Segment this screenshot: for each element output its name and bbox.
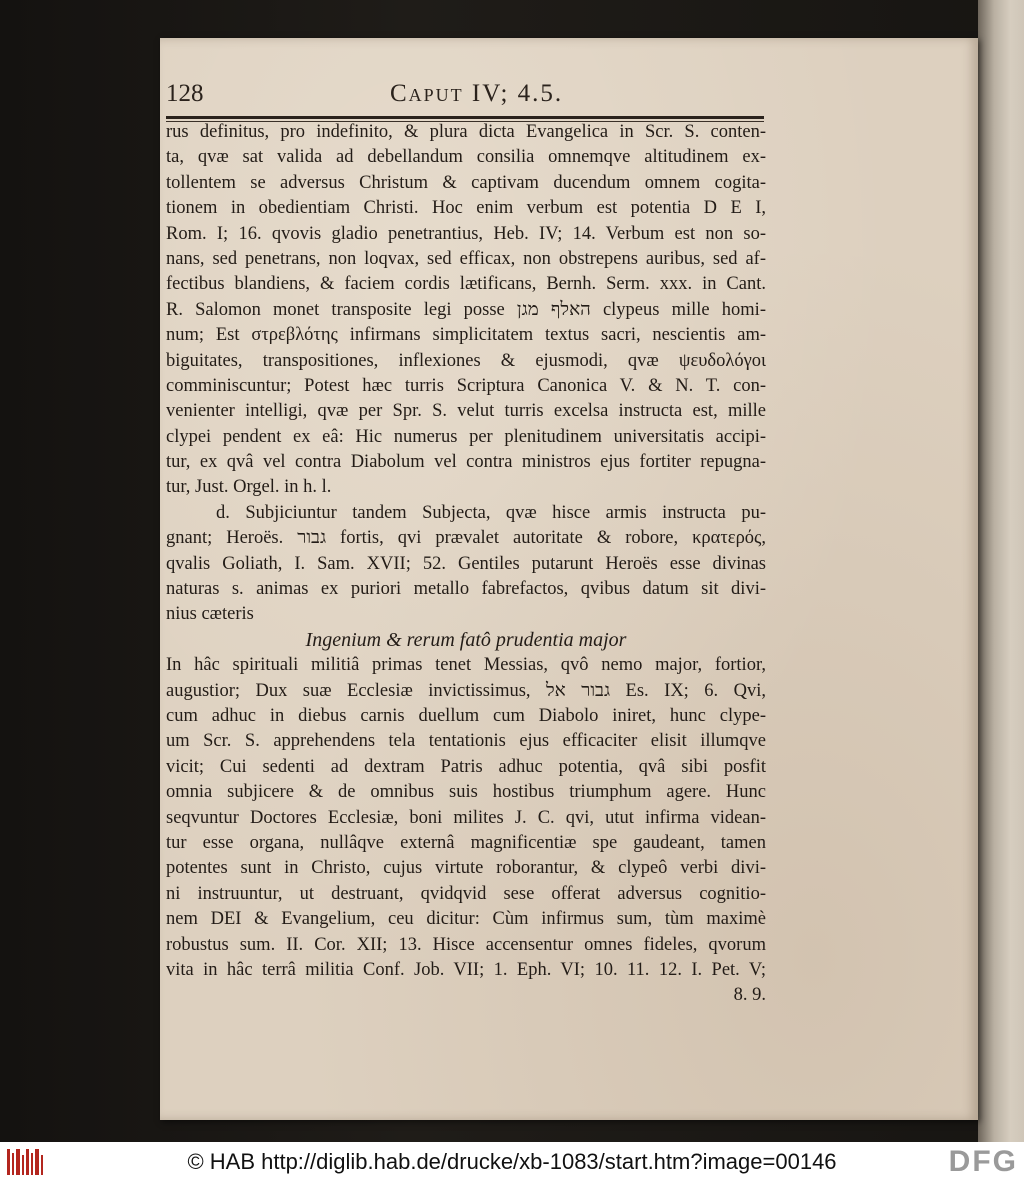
text-line: comminiscuntur; Potest hæc turris Scriptura Canonica V. & N. T. con- [166,375,766,396]
text-line: potentes sunt in Christo, cujus virtute roborantur, & clypeô verbi divi- [166,858,766,879]
text-line: num; Est στρεβλότης infirmans simplicitatem textus sacri, nescientis am- [166,325,766,346]
running-head: Caput IV; 4.5. [390,80,564,107]
text-line: augustior; Dux suæ Ecclesiæ invictissimus, גבור אל Es. IX; 6. Qvi, [166,680,766,701]
text-line: tur, ex qvâ vel contra Diabolum vel contra ministros ejus fortiter repugna- [166,452,766,473]
text-line: In hâc spirituali militiâ primas tenet Messias, qvô nemo major, fortior, [166,655,766,676]
text-line: clypei pendent ex eâ: Hic numerus per plenitudinem universitatis accipi- [166,426,766,447]
text-line: cum adhuc in diebus carnis duellum cum Diabolo iniret, hunc clype- [166,705,766,726]
page-header [166,80,766,114]
text-line: Rom. I; 16. qvovis gladio penetrantius, Heb. IV; 14. Verbum est non so- [166,223,766,244]
text-line: nans, sed penetrans, non loqvax, sed efficax, non obstrepens auribus, sed af- [166,248,766,269]
text-line: nem DEI & Evangelium, ceu dicitur: Cùm infirmus sum, tùm maximè [166,909,766,930]
text-line: gnant; Heroës. גבור fortis, qvi prævalet autoritate & robore, κρατερός, [166,528,766,549]
text-line: qvalis Goliath, I. Sam. XVII; 52. Gentiles putarunt Heroës esse divinas [166,553,766,574]
text-line: tur, Just. Orgel. in h. l. [166,477,332,498]
text-line: ta, qvæ sat valida ad debellandum consilia omnemqve altitudinem ex- [166,147,766,168]
text-line: nius cæteris [166,604,254,625]
text-line: tionem in obedientiam Christi. Hoc enim verbum est potentia D E I, [166,198,766,219]
dfg-logo: DFG [948,1145,1018,1178]
text-line: d. Subjiciuntur tandem Subjecta, qvæ hisce armis instructa pu- [216,502,766,523]
verse-heading: Ingenium & rerum fatô prudentia major [305,628,627,651]
text-line: um Scr. S. apprehendens tela tentationis ejus efficaciter elisit illumqve [166,731,766,752]
text-line: tollentem se adversus Christum & captivam ducendum omnem cogita- [166,172,766,193]
text-line: vicit; Cui sedenti ad dextram Patris adhuc potentia, qvâ sibi posfit [166,756,766,777]
page-number: 128 [166,80,204,107]
text-line: venienter intelligi, qvæ per Spr. S. velut turris excelsa instructa est, mille [166,401,766,422]
catchword: 8. 9. [733,985,766,1006]
text-line: biguitates, transpositiones, inflexiones & ejusmodi, qvæ ψευδολόγοι [166,350,766,371]
footer-bar [0,1142,1024,1182]
text-line: naturas s. animas ex puriori metallo fabrefactos, qvibus datum sit divi- [166,579,766,600]
body-text [166,120,766,1009]
text-line: robustus sum. II. Cor. XII; 13. Hisce accensentur omnes fideles, qvorum [166,934,766,955]
text-line: omnia subjicere & de omnibus suis hostibus triumphum agere. Hunc [166,782,766,803]
text-line: fectibus blandiens, & faciem cordis lætificans, Bernh. Serm. xxx. in Cant. [166,274,766,295]
text-line: R. Salomon monet transposite legi posse האלף מגן clypeus mille homi- [166,299,766,320]
text-line: seqvuntur Doctores Ecclesiæ, boni milites J. C. qvi, utut infirma videan- [166,807,766,828]
text-line: vita in hâc terrâ militia Conf. Job. VII; 1. Eph. VI; 10. 11. 12. I. Pet. V; [166,959,766,980]
text-line: tur esse organa, nullâqve externâ magnificentiæ spe gaudeant, tamen [166,832,766,853]
footer-url[interactable]: © HAB http://diglib.hab.de/drucke/xb-1083/start.htm?image=00146 [187,1149,837,1174]
text-line: rus definitus, pro indefinito, & plura dicta Evangelica in Scr. S. conten- [166,122,766,142]
header-rule [166,116,764,119]
text-line: ni instruuntur, ut destruant, qvidqvid sese offerat adversus cognitio- [166,883,766,904]
opposite-page-edge [978,0,1024,1142]
